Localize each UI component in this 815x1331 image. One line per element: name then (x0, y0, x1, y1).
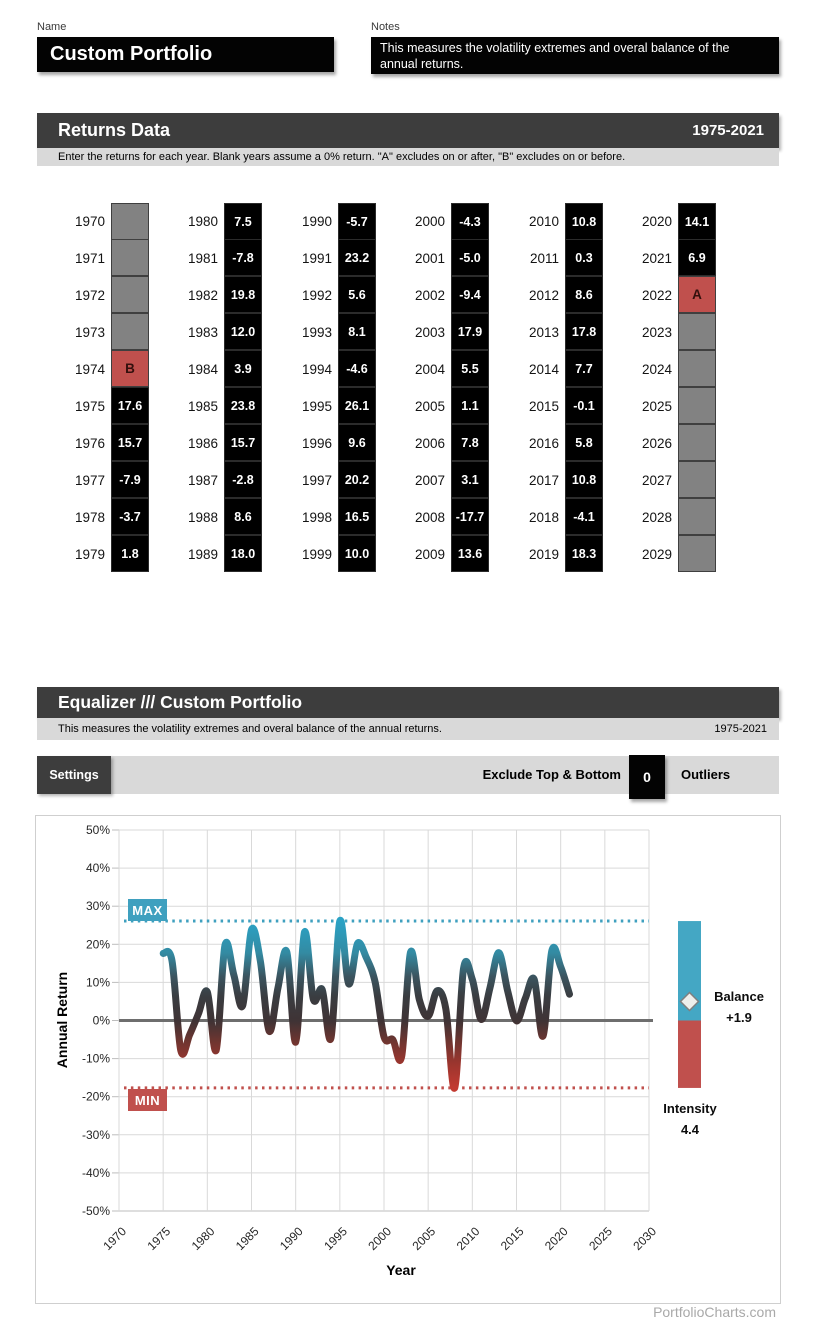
return-cell-2022[interactable]: A (678, 276, 716, 313)
equalizer-panel-header (37, 687, 779, 718)
return-cell-2009[interactable]: 13.6 (451, 535, 489, 572)
return-cell-1992[interactable]: 5.6 (338, 276, 376, 313)
x-tick-label: 1970 (100, 1224, 130, 1254)
return-cell-2007[interactable]: 3.1 (451, 461, 489, 498)
year-label: 2015 (528, 399, 559, 414)
returns-row-2000 (401, 203, 489, 240)
y-tick-label: 40% (85, 861, 110, 876)
returns-row-2029 (628, 536, 716, 573)
returns-row-2005 (401, 388, 489, 425)
return-cell-1974[interactable]: B (111, 350, 149, 387)
year-label: 1979 (74, 547, 105, 562)
returns-row-1996 (288, 425, 376, 462)
return-cell-2004[interactable]: 5.5 (451, 350, 489, 387)
returns-row-2014 (515, 351, 603, 388)
returns-row-2008 (401, 499, 489, 536)
return-cell-1976[interactable]: 15.7 (111, 424, 149, 461)
return-cell-1984[interactable]: 3.9 (224, 350, 262, 387)
returns-row-2023 (628, 314, 716, 351)
returns-date-range: 1975-2021 (692, 122, 764, 139)
return-cell-1991[interactable]: 23.2 (338, 239, 376, 276)
year-label: 1990 (301, 214, 332, 229)
y-tick-label: 20% (85, 937, 110, 952)
year-label: 2012 (528, 288, 559, 303)
year-label: 1981 (187, 251, 218, 266)
returns-panel-header (37, 113, 779, 148)
year-label: 2007 (414, 473, 445, 488)
year-label: 2016 (528, 436, 559, 451)
return-cell-2013[interactable]: 17.8 (565, 313, 603, 350)
returns-row-2010 (515, 203, 603, 240)
year-label: 1972 (74, 288, 105, 303)
balance-readout (699, 986, 779, 1028)
equalizer-date-range: 1975-2021 (714, 723, 767, 735)
intensity-value: 4.4 (680, 1122, 700, 1137)
balance-bar-negative (678, 1021, 701, 1088)
year-label: 2023 (641, 325, 672, 340)
portfoliocharts-credit-link[interactable]: PortfolioCharts.com (653, 1304, 776, 1320)
returns-row-1974 (61, 351, 149, 388)
returns-row-2011 (515, 240, 603, 277)
returns-row-2028 (628, 499, 716, 536)
return-cell-2012[interactable]: 8.6 (565, 276, 603, 313)
portfolio-name-input[interactable]: Custom Portfolio (37, 37, 334, 72)
chart-gridlines (82, 823, 659, 1253)
x-tick-label: 2020 (542, 1224, 571, 1254)
year-label: 2020 (641, 214, 672, 229)
notes-input[interactable]: This measures the volatility extremes and overal balance of the annual returns. (371, 37, 779, 74)
year-label: 2000 (414, 214, 445, 229)
return-cell-2001[interactable]: -5.0 (451, 239, 489, 276)
return-cell-2029[interactable] (678, 535, 716, 572)
return-cell-2021[interactable]: 6.9 (678, 239, 716, 276)
returns-row-2016 (515, 425, 603, 462)
returns-row-1977 (61, 462, 149, 499)
year-label: 1980 (187, 214, 218, 229)
year-label: 1976 (74, 436, 105, 451)
return-cell-1981[interactable]: -7.8 (224, 239, 262, 276)
year-label: 2010 (528, 214, 559, 229)
settings-button[interactable]: Settings (37, 756, 111, 794)
return-cell-2018[interactable]: -4.1 (565, 498, 603, 535)
returns-row-2017 (515, 462, 603, 499)
year-label: 1989 (187, 547, 218, 562)
return-cell-1978[interactable]: -3.7 (111, 498, 149, 535)
returns-row-1980 (174, 203, 262, 240)
returns-row-1993 (288, 314, 376, 351)
year-label: 1992 (301, 288, 332, 303)
return-cell-1999[interactable]: 10.0 (338, 535, 376, 572)
return-cell-1994[interactable]: -4.6 (338, 350, 376, 387)
year-label: 2011 (529, 251, 559, 266)
year-label: 1998 (301, 510, 332, 525)
year-label: 1970 (74, 214, 105, 229)
year-label: 1985 (187, 399, 218, 414)
year-label: 2027 (641, 473, 672, 488)
year-label: 2006 (414, 436, 445, 451)
year-label: 2024 (641, 362, 672, 377)
return-cell-2008[interactable]: -17.7 (451, 498, 489, 535)
returns-row-2004 (401, 351, 489, 388)
year-label: 2002 (414, 288, 445, 303)
return-cell-1996[interactable]: 9.6 (338, 424, 376, 461)
return-cell-1979[interactable]: 1.8 (111, 535, 149, 572)
year-label: 2005 (414, 399, 445, 414)
year-label: 1978 (74, 510, 105, 525)
y-tick-label: 50% (85, 823, 110, 837)
x-tick-label: 2000 (365, 1224, 395, 1254)
return-cell-1985[interactable]: 23.8 (224, 387, 262, 424)
returns-row-2025 (628, 388, 716, 425)
return-cell-2003[interactable]: 17.9 (451, 313, 489, 350)
returns-row-1985 (174, 388, 262, 425)
returns-row-1981 (174, 240, 262, 277)
return-cell-2026[interactable] (678, 424, 716, 461)
year-label: 2001 (414, 251, 445, 266)
returns-panel-title: Returns Data (58, 120, 171, 140)
returns-row-1983 (174, 314, 262, 351)
returns-row-1992 (288, 277, 376, 314)
x-tick-label: 1990 (277, 1224, 306, 1254)
year-label: 1975 (74, 399, 105, 414)
notes-field-label: Notes (371, 21, 400, 33)
year-label: 2008 (414, 510, 445, 525)
return-cell-2019[interactable]: 18.3 (565, 535, 603, 572)
return-cell-1995[interactable]: 26.1 (338, 387, 376, 424)
returns-row-1997 (288, 462, 376, 499)
year-label: 1991 (301, 251, 332, 266)
equalizer-chart (35, 815, 781, 1304)
return-cell-1980[interactable]: 7.5 (224, 203, 262, 240)
year-label: 1984 (187, 362, 218, 377)
y-tick-label: -40% (81, 1165, 110, 1180)
returns-row-1976 (61, 425, 149, 462)
returns-row-2009 (401, 536, 489, 573)
return-cell-2028[interactable] (678, 498, 716, 535)
x-tick-label: 2005 (409, 1224, 439, 1254)
year-label: 1977 (74, 473, 105, 488)
return-cell-2014[interactable]: 7.7 (565, 350, 603, 387)
returns-decade-column (515, 203, 603, 573)
return-cell-1983[interactable]: 12.0 (224, 313, 262, 350)
returns-row-2019 (515, 536, 603, 573)
outliers-count-input[interactable]: 0 (629, 755, 665, 799)
returns-row-1978 (61, 499, 149, 536)
return-cell-1990[interactable]: -5.7 (338, 203, 376, 240)
returns-row-1971 (61, 240, 149, 277)
year-label: 1993 (301, 325, 332, 340)
year-label: 2021 (641, 251, 672, 266)
return-cell-1982[interactable]: 19.8 (224, 276, 262, 313)
returns-row-2001 (401, 240, 489, 277)
returns-row-1999 (288, 536, 376, 573)
returns-row-1988 (174, 499, 262, 536)
return-cell-2002[interactable]: -9.4 (451, 276, 489, 313)
return-cell-2023[interactable] (678, 313, 716, 350)
returns-row-1986 (174, 425, 262, 462)
min-badge: MIN (128, 1089, 167, 1111)
returns-instructions: Enter the returns for each year. Blank years assume a 0% return. "A" excludes on or after, "B" excludes on or before. (37, 148, 779, 166)
year-label: 1997 (301, 473, 332, 488)
return-cell-1977[interactable]: -7.9 (111, 461, 149, 498)
returns-decade-column (288, 203, 376, 573)
returns-row-1990 (288, 203, 376, 240)
equalizer-subtitle: This measures the volatility extremes and overal balance of the annual returns. (58, 723, 442, 735)
intensity-label: Intensity (663, 1101, 717, 1116)
x-tick-label: 2030 (630, 1224, 660, 1254)
returns-row-1975 (61, 388, 149, 425)
return-cell-2017[interactable]: 10.8 (565, 461, 603, 498)
max-badge: MAX (128, 899, 167, 921)
year-label: 2017 (528, 473, 559, 488)
x-tick-label: 1980 (188, 1224, 218, 1254)
returns-row-2002 (401, 277, 489, 314)
return-cell-2011[interactable]: 0.3 (565, 239, 603, 276)
return-cell-2005[interactable]: 1.1 (451, 387, 489, 424)
year-label: 1996 (301, 436, 332, 451)
x-tick-label: 2025 (586, 1224, 615, 1254)
returns-row-2015 (515, 388, 603, 425)
balance-value: +1.9 (726, 1010, 752, 1025)
returns-row-1989 (174, 536, 262, 573)
returns-decade-column (61, 203, 149, 573)
year-label: 1971 (74, 251, 105, 266)
year-label: 2003 (414, 325, 445, 340)
year-label: 2009 (414, 547, 445, 562)
name-field-label: Name (37, 21, 67, 33)
balance-label: Balance (714, 989, 764, 1004)
returns-row-1973 (61, 314, 149, 351)
year-label: 1995 (301, 399, 332, 414)
annual-return-curve (163, 920, 569, 1088)
outliers-suffix-label: Outliers (681, 767, 731, 782)
returns-row-1998 (288, 499, 376, 536)
returns-row-2003 (401, 314, 489, 351)
return-cell-2010[interactable]: 10.8 (565, 203, 603, 240)
x-axis-title: Year (386, 1262, 416, 1278)
return-cell-2020[interactable]: 14.1 (678, 203, 716, 240)
y-tick-label: -10% (81, 1051, 110, 1066)
year-label: 1983 (187, 325, 218, 340)
return-cell-2006[interactable]: 7.8 (451, 424, 489, 461)
equalizer-subtitle-bar (37, 718, 779, 740)
return-cell-2015[interactable]: -0.1 (565, 387, 603, 424)
equalizer-panel-title: Equalizer /// Custom Portfolio (58, 692, 303, 712)
y-axis-title: Annual Return (54, 971, 70, 1069)
year-label: 2018 (528, 510, 559, 525)
return-cell-1973[interactable] (111, 313, 149, 350)
y-tick-label: -30% (81, 1127, 110, 1142)
returns-decade-column (174, 203, 262, 573)
year-label: 1999 (301, 547, 332, 562)
y-tick-label: 10% (85, 975, 110, 990)
year-label: 1973 (74, 325, 105, 340)
returns-row-2022 (628, 277, 716, 314)
returns-row-1995 (288, 388, 376, 425)
year-label: 1986 (187, 436, 218, 451)
x-tick-label: 2015 (497, 1224, 527, 1254)
returns-decade-column (401, 203, 489, 573)
year-label: 2019 (528, 547, 559, 562)
return-cell-1986[interactable]: 15.7 (224, 424, 262, 461)
returns-row-2021 (628, 240, 716, 277)
returns-row-2020 (628, 203, 716, 240)
returns-row-1979 (61, 536, 149, 573)
returns-row-2027 (628, 462, 716, 499)
returns-row-2012 (515, 277, 603, 314)
year-label: 1974 (74, 362, 105, 377)
return-cell-1971[interactable] (111, 239, 149, 276)
x-tick-label: 1985 (232, 1224, 262, 1254)
return-cell-1988[interactable]: 8.6 (224, 498, 262, 535)
year-label: 2004 (414, 362, 445, 377)
return-cell-1998[interactable]: 16.5 (338, 498, 376, 535)
return-cell-2016[interactable]: 5.8 (565, 424, 603, 461)
year-label: 2025 (641, 399, 672, 414)
intensity-readout (650, 1098, 730, 1140)
return-cell-1972[interactable] (111, 276, 149, 313)
return-cell-2000[interactable]: -4.3 (451, 203, 489, 240)
returns-row-1982 (174, 277, 262, 314)
year-label: 1994 (301, 362, 332, 377)
year-label: 2013 (528, 325, 559, 340)
y-tick-label: 30% (85, 899, 110, 914)
returns-row-1991 (288, 240, 376, 277)
return-cell-2027[interactable] (678, 461, 716, 498)
returns-row-1994 (288, 351, 376, 388)
chart-canvas (36, 816, 780, 1303)
return-cell-2024[interactable] (678, 350, 716, 387)
x-tick-label: 1975 (144, 1224, 174, 1254)
year-label: 1982 (187, 288, 218, 303)
returns-decade-column (628, 203, 716, 573)
returns-row-2013 (515, 314, 603, 351)
year-label: 2028 (641, 510, 672, 525)
y-tick-label: -20% (81, 1089, 110, 1104)
y-tick-label: 0% (92, 1013, 110, 1028)
return-cell-1993[interactable]: 8.1 (338, 313, 376, 350)
settings-bar (37, 756, 779, 794)
return-cell-1975[interactable]: 17.6 (111, 387, 149, 424)
year-label: 1987 (187, 473, 218, 488)
x-tick-label: 1995 (321, 1224, 350, 1254)
year-label: 2026 (641, 436, 672, 451)
returns-row-2024 (628, 351, 716, 388)
returns-row-2007 (401, 462, 489, 499)
returns-row-2006 (401, 425, 489, 462)
exclude-outliers-label: Exclude Top & Bottom (482, 767, 621, 782)
year-label: 2014 (528, 362, 559, 377)
returns-row-1970 (61, 203, 149, 240)
return-cell-1997[interactable]: 20.2 (338, 461, 376, 498)
year-label: 2022 (641, 288, 672, 303)
returns-row-2018 (515, 499, 603, 536)
return-cell-2025[interactable] (678, 387, 716, 424)
returns-row-1984 (174, 351, 262, 388)
return-cell-1970[interactable] (111, 203, 149, 240)
year-label: 1988 (187, 510, 218, 525)
return-cell-1989[interactable]: 18.0 (224, 535, 262, 572)
y-tick-label: -50% (81, 1204, 110, 1218)
returns-row-1987 (174, 462, 262, 499)
returns-row-2026 (628, 425, 716, 462)
year-label: 2029 (641, 547, 672, 562)
x-tick-label: 2010 (453, 1224, 483, 1254)
return-cell-1987[interactable]: -2.8 (224, 461, 262, 498)
returns-row-1972 (61, 277, 149, 314)
